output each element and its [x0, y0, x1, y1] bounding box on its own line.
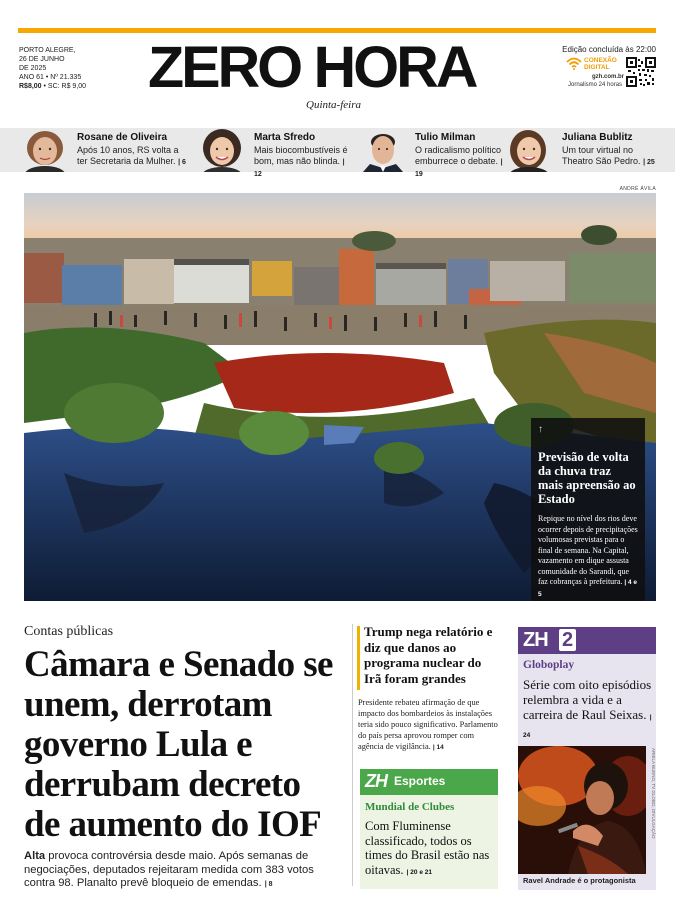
caption-headline: Previsão de volta da chuva traz mais apreensão ao Estado [538, 450, 636, 506]
singer-image [518, 746, 646, 874]
edition-status: Edição concluída às 22:00 [562, 45, 656, 54]
columnist-marta[interactable] [197, 128, 357, 178]
main-story-headline[interactable]: Câmara e Senado se unem, derrotam governo Lula e derrubam decreto de aumento do IOF [24, 644, 333, 845]
photo-caption-box[interactable] [531, 418, 645, 601]
trump-body: Presidente rebateu afirmação de que impacto dos bombardeios às instalações teria sido pouco significativo. Parlamento do país persa aprovou romper com agência de vigilância. | 14 [358, 698, 498, 751]
columnist-photo [20, 128, 70, 172]
caption-body: Repique no nível dos rios deve ocorrer depois de precipitações volumosas previstas para o final de semana. Na Capital, vazamento em dique assusta comunidade do Sarandi, que faz cobranças à prefeitura. | 4 e 5 [538, 514, 638, 598]
columnist-photo [505, 128, 555, 172]
site-url[interactable]: gzh.com.br [592, 74, 625, 80]
price-sc: • SC: R$ 9,00 [43, 83, 87, 90]
edition-info [19, 46, 129, 91]
columnist-blurb: Após 10 anos, RS volta a ter Secretaria da Mulher. | 6 [77, 145, 186, 166]
zh2-photo[interactable] [518, 746, 646, 874]
weekday: Quinta-feira [306, 99, 361, 111]
columnist-photo [358, 128, 408, 172]
edition-issue: ANO 61 • Nº 21.335 [19, 74, 82, 81]
conexao-line1: CONEXÃO [584, 57, 617, 64]
newspaper-logo[interactable]: ZERO HORA [148, 35, 476, 100]
columnist-name: Juliana Bublitz [562, 132, 633, 143]
columnists-strip [0, 128, 675, 178]
columnist-rosane[interactable] [20, 128, 190, 172]
zh2-logo: ZH [523, 629, 548, 651]
esportes-header [360, 769, 498, 795]
columnist-blurb: Mais biocombustíveis é bom, mas não blinda. | 12 [254, 145, 348, 178]
columnist-juliana[interactable] [505, 128, 665, 172]
zh2-photo-credit: ARIELA BUENO, TV GLOBO, DIVULGAÇÃO [651, 748, 656, 839]
esportes-box[interactable] [360, 769, 498, 889]
zh2-headline: Série com oito episódios relembra a vida e a carreira de Raul Seixas. | 24 [523, 677, 652, 739]
esportes-logo: ZH [365, 771, 387, 791]
trump-headline[interactable]: Trump nega relatório e diz que danos ao programa nuclear do Irã foram grandes [364, 624, 493, 686]
column-divider [352, 624, 353, 886]
esportes-headline: Com Fluminense classificado, todos os times do Brasil estão nas oitavas. | 20 e 21 [365, 819, 490, 877]
zh2-subtitle: Globoplay [523, 659, 575, 671]
price: R$8,00 [19, 83, 42, 90]
zh2-caption: Ravel Andrade é o protagonista [523, 876, 636, 885]
columnist-name: Tulio Milman [415, 132, 476, 143]
conexao-label [584, 57, 617, 71]
site-tagline: Jornalismo 24 horas [568, 82, 623, 88]
esportes-title: Esportes [394, 774, 446, 788]
columnist-blurb: O radicalismo político emburrece o debate. | 19 [415, 145, 503, 178]
columnist-photo [197, 128, 247, 172]
main-story-kicker: Contas públicas [24, 624, 114, 639]
conexao-line2: DIGITAL [584, 64, 610, 71]
edition-date-line2: DE 2025 [19, 65, 47, 72]
edition-date-line1: 26 DE JUNHO [19, 56, 65, 63]
arrow-up-icon: ↑ [538, 424, 543, 435]
edition-city: PORTO ALEGRE, [19, 47, 76, 54]
columnist-name: Marta Sfredo [254, 132, 316, 143]
top-accent-rule [18, 28, 656, 33]
photo-credit: ANDRÉ ÁVILA [619, 186, 656, 192]
zh2-box[interactable] [518, 627, 656, 890]
esportes-subtitle: Mundial de Clubes [365, 801, 455, 813]
columnist-tulio[interactable] [358, 128, 508, 178]
columnist-name: Rosane de Oliveira [77, 132, 168, 143]
qr-code-icon[interactable] [626, 57, 656, 87]
wifi-icon [566, 57, 582, 70]
main-story-lead: Alta provoca controvérsia desde maio. Após semanas de negociações, deputados rejeitaram medida com 383 votos contra 98. Planalto prevê bloqueio de emendas. | 8 [24, 850, 314, 889]
zh2-logo-two: 2 [559, 629, 576, 651]
columnist-blurb: Um tour virtual no Theatro São Pedro. | 25 [562, 145, 655, 166]
zh2-header [518, 627, 656, 654]
